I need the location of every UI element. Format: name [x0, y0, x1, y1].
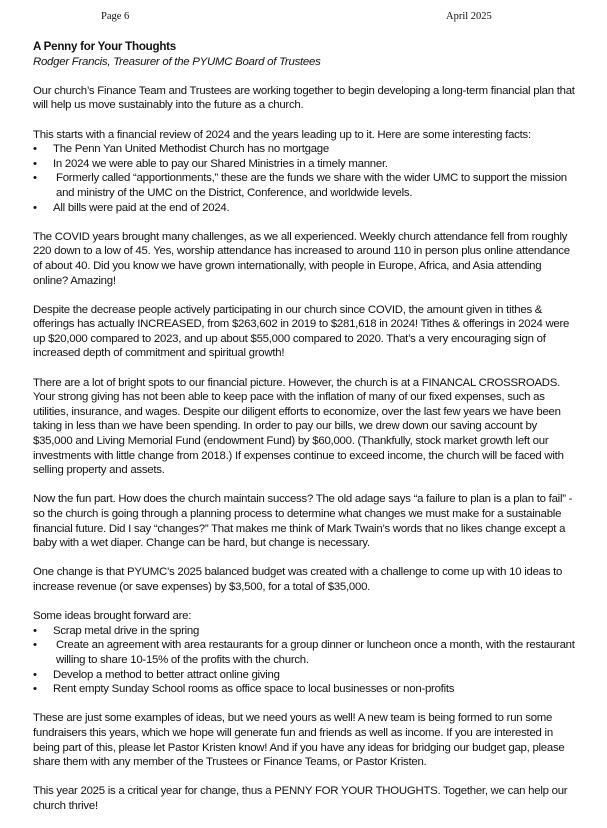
list-item	[33, 142, 578, 157]
fun-part-paragraph: Now the fun part. How does the church maintain success? The old adage says “a failure to plan is a plan to fail” - so the church is going through a planning process to determine what changes we must make for a sustainable financial future. Did I say “changes?” That makes me think of Mark Twain’s words that no likes change except a baby with a wet diaper. Change can be hard, but change is necessary.	[33, 493, 573, 550]
ideas-lead: Some ideas brought forward are:	[33, 610, 192, 623]
list-item	[33, 201, 578, 216]
covid-paragraph: The COVID years brought many challenges, as we all experienced. Weekly church attendance fell from roughly 220 down to a low of 45. Yes, worship attendance has increased to around 110 in person plus online attendance of about 40. Did you know we have grown internationally, with people in Europe, Africa, and Asia attending online? Amazing!	[33, 230, 570, 287]
challenge-paragraph: One change is that PYUMC’s 2025 balanced budget was created with a challenge to come up with 10 ideas to increase revenue (or save expenses) by $3,500, for a total of $35,000.	[33, 566, 563, 593]
list-item-text: Develop a method to better attract online giving	[53, 668, 280, 681]
list-item	[33, 171, 578, 200]
ideas-list	[33, 624, 578, 697]
issue-date: April 2025	[446, 11, 492, 22]
intro-paragraph: Our church’s Finance Team and Trustees are working together to begin developing a long-term financial plan that will help us move sustainably into the future as a church.	[33, 84, 575, 112]
article	[33, 40, 578, 828]
list-item	[33, 682, 578, 697]
list-item-text: • Create an agreement with area restaurants for a group dinner or luncheon once a month, with the restaurant willing to share 10-15% of the profits with the church.	[56, 639, 575, 666]
list-item	[33, 157, 578, 172]
article-byline: Rodger Francis, Treasurer of the PYUMC Board of Trustees	[33, 55, 321, 68]
article-title: A Penny for Your Thoughts	[33, 40, 176, 53]
giving-paragraph: Despite the decrease people actively participating in our church since COVID, the amount given in tithes & offerings has actually INCREASED, from $263,602 in 2019 to $281,618 in 2024! Tithes & offerings in 2024 were up $20,000 compared to 2023, and up about $55,000 compared to 2020. That’s a very encouraging sign of increased depth of commitment and spiritual growth!	[33, 303, 570, 360]
list-item-text: In 2024 we were able to pay our Shared Ministries in a timely manner.	[53, 157, 388, 170]
facts-list	[33, 142, 578, 215]
list-item-text: Scrap metal drive in the spring	[53, 624, 200, 637]
facts-lead: This starts with a financial review of 2024 and the years leading up to it. Here are some interesting facts:	[33, 128, 531, 141]
list-item	[33, 638, 578, 667]
list-item-text: Rent empty Sunday School rooms as office space to local businesses or non-profits	[53, 683, 455, 696]
page-number: Page 6	[101, 11, 130, 22]
crossroads-paragraph: There are a lot of bright spots to our financial picture. However, the church is at a FINANCAL CROSSROADS. Your strong giving has not been able to keep pace with the inflation of many of our fixed expenses, such as utilities, insurance, and wages. Despite our diligent efforts to economize, over the last few years we have been taking in less than we have been spending. In order to pay our bills, we drew down our saving account by $35,000 and Living Memorial Fund (endowment Fund) by $60,000. (Thankfully, stock market growth left our investments with little change from 2018.) If expenses continue to exceed income, the church will be faced with selling property and assets.	[33, 376, 564, 477]
list-item-text: • Formerly called “apportionments,” these are the funds we share with the wider UMC to support the mission and ministry of the UMC on the District, Conference, and worldwide levels.	[56, 172, 567, 199]
list-item-text: All bills were paid at the end of 2024.	[53, 201, 230, 214]
list-item	[33, 668, 578, 683]
closing-paragraph: This year 2025 is a critical year for change, thus a PENNY FOR YOUR THOUGHTS. Together, we can help our church thrive!	[33, 785, 568, 812]
list-item-text: The Penn Yan United Methodist Church has no mortgage	[53, 143, 329, 156]
call-to-action-paragraph: These are just some examples of ideas, but we need yours as well! A new team is being formed to run some fundraisers this years, which we hope will generate fun and friends as well as income. If you are interested in being part of this, please let Pastor Kristen know! And if you have any ideas for bridging our budget gap, please share them with any member of the Trustees or Finance Teams, or Pastor Kristen.	[33, 712, 565, 769]
list-item	[33, 624, 578, 639]
